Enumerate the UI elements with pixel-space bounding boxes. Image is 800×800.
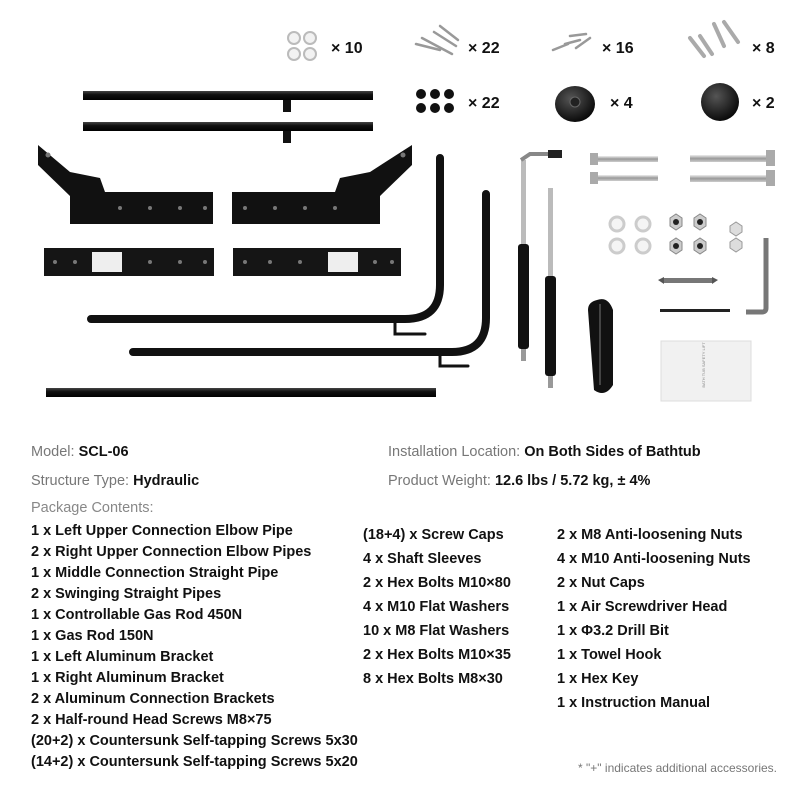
list-item: 2 x Right Upper Connection Elbow Pipes — [31, 544, 312, 560]
right-aluminum-bracket-icon — [232, 145, 412, 224]
large-bolts-icon — [690, 22, 738, 56]
list-item: 1 x Controllable Gas Rod 450N — [31, 607, 243, 623]
package-contents-title: Package Contents: — [31, 500, 154, 516]
list-item: 10 x M8 Flat Washers — [363, 623, 510, 639]
structure-label: Structure Type: — [31, 473, 130, 489]
list-item: 1 x Left Aluminum Bracket — [31, 649, 214, 665]
screw-caps-icon — [416, 89, 454, 113]
package-list-col2 — [363, 523, 511, 691]
list-item: (20+2) x Countersunk Self-tapping Screws 5x30 — [31, 733, 358, 749]
list-item: 1 x Towel Hook — [557, 647, 662, 663]
list-item: 1 x Air Screwdriver Head — [557, 599, 728, 615]
package-list-col3 — [557, 523, 751, 715]
list-item: 1 x Gas Rod 150N — [31, 628, 154, 644]
structure-value: Hydraulic — [133, 473, 200, 489]
weight-value: 12.6 lbs / 5.72 kg, ± 4% — [494, 473, 651, 489]
list-item: 4 x M10 Anti-loosening Nuts — [557, 551, 751, 567]
gas-rod-icon — [545, 188, 556, 388]
instruction-manual-icon — [661, 341, 751, 401]
list-item: 2 x M8 Anti-loosening Nuts — [557, 527, 743, 543]
list-item: 1 x Middle Connection Straight Pipe — [31, 565, 279, 581]
upper-pipe-icon — [83, 91, 373, 112]
list-item: 1 x Hex Key — [557, 671, 639, 687]
list-item: 1 x Right Aluminum Bracket — [31, 670, 224, 686]
aluminum-connection-bracket-icon-2 — [233, 248, 401, 276]
spec-model — [31, 444, 129, 460]
small-bolts-count: × 16 — [602, 40, 634, 57]
spec-weight — [388, 473, 650, 489]
spec-location — [388, 444, 701, 460]
location-value: On Both Sides of Bathtub — [524, 444, 701, 460]
shaft-sleeve-icon — [555, 86, 595, 122]
large-bolts-count: × 8 — [752, 40, 775, 57]
list-item: (14+2) x Countersunk Self-tapping Screws 5x20 — [31, 754, 358, 770]
spec-structure — [31, 473, 199, 489]
list-item: 4 x Shaft Sleeves — [363, 551, 482, 567]
hex-key-icon — [746, 238, 766, 312]
hex-bolt-icon — [590, 153, 658, 165]
footnote: * "+" indicates additional accessories. — [578, 761, 777, 775]
list-item: 1 x Φ3.2 Drill Bit — [557, 623, 669, 639]
nut-cap-icon — [701, 83, 739, 121]
list-item: 2 x Nut Caps — [557, 575, 645, 591]
weight-label: Product Weight: — [388, 473, 491, 489]
list-item: 2 x Hex Bolts M10×80 — [363, 575, 511, 591]
anti-loosening-nuts-icon — [670, 214, 706, 254]
aluminum-connection-bracket-icon — [44, 248, 214, 276]
hex-bolt-m10-icon-2 — [690, 170, 775, 186]
screwdriver-head-icon — [658, 277, 718, 284]
flat-washers-icon — [288, 32, 316, 60]
drill-bit-icon — [660, 309, 730, 312]
list-item: (18+4) x Screw Caps — [363, 527, 504, 543]
model-label: Model: — [31, 444, 75, 460]
small-bolts-icon — [553, 34, 590, 50]
list-item: 8 x Hex Bolts M8×30 — [363, 671, 503, 687]
package-list-col1 — [31, 521, 358, 773]
shaft-sleeves-count: × 4 — [610, 95, 633, 112]
m8-nuts-icon — [730, 222, 742, 252]
location-label: Installation Location: — [388, 444, 521, 460]
manual-cover-text: BATH TUB SAFETY LIFT — [701, 342, 706, 388]
screws-count: × 22 — [468, 40, 500, 57]
hex-bolt-icon-2 — [590, 172, 658, 184]
list-item: 1 x Instruction Manual — [557, 695, 711, 711]
list-item: 4 x M10 Flat Washers — [363, 599, 510, 615]
middle-straight-pipe-icon — [46, 388, 436, 397]
towel-hook-icon — [588, 299, 613, 393]
screw-caps-count: × 22 — [468, 95, 500, 112]
list-item: 2 x Aluminum Connection Brackets — [31, 691, 275, 707]
hex-bolt-m10-icon — [690, 150, 775, 166]
upper-pipe-icon-2 — [83, 122, 373, 143]
self-tapping-screws-icon — [416, 26, 458, 54]
list-item: 2 x Half-round Head Screws M8×75 — [31, 712, 272, 728]
washers-count: × 10 — [331, 40, 363, 57]
nut-caps-count: × 2 — [752, 95, 775, 112]
list-item: 2 x Hex Bolts M10×35 — [363, 647, 511, 663]
m10-flat-washers-icon — [610, 217, 650, 253]
list-item: 1 x Left Upper Connection Elbow Pipe — [31, 523, 293, 539]
list-item: 2 x Swinging Straight Pipes — [31, 586, 222, 602]
model-value: SCL-06 — [78, 444, 129, 460]
left-aluminum-bracket-icon — [38, 145, 213, 224]
